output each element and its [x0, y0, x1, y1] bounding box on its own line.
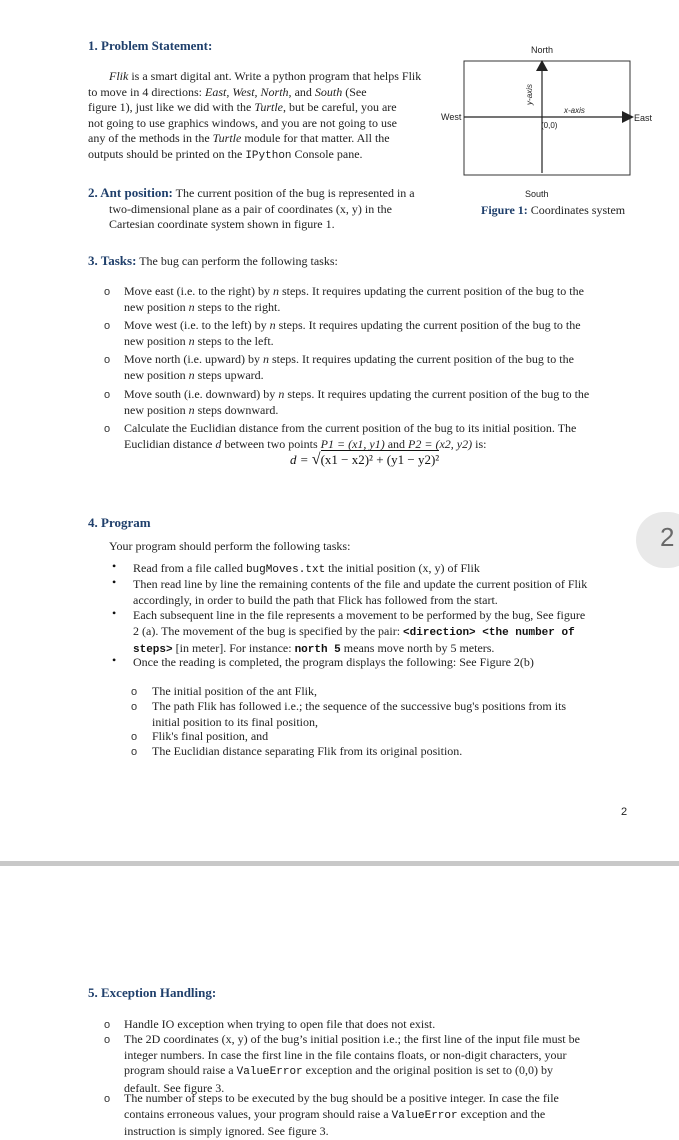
- exception-io: Handle IO exception when trying to open file that does not exist.: [124, 1017, 436, 1031]
- section-2-heading: 2. Ant position:: [88, 185, 173, 200]
- program-step-display: Once the reading is completed, the program displays the following: See Figure 2(b): [133, 655, 534, 669]
- section-4-heading: 4. Program: [88, 515, 151, 530]
- bullet-circle-icon: o: [131, 731, 138, 743]
- x-axis-label: x-axis: [564, 106, 585, 115]
- output-initial-position: The initial position of the ant Flik,: [152, 684, 317, 698]
- bullet-circle-icon: o: [131, 746, 138, 758]
- task-move-east: Move east (i.e. to the right) by n steps. It requires updating the current position of the bug to the new position n steps to the right.: [124, 284, 584, 314]
- euclidean-formula: d = √(x1 − x2)² + (y1 − y2)²: [290, 451, 440, 468]
- y-axis-label: y-axis: [524, 84, 534, 105]
- bullet-circle-icon: o: [104, 320, 111, 332]
- coordinates-diagram: [438, 40, 658, 230]
- bullet-circle-icon: o: [104, 1034, 111, 1046]
- program-step-read-lines: Then read line by line the remaining contents of the file and update the current position of Flik accordingly, in order to build the path that Flick has followed from the start.: [133, 577, 588, 607]
- bullet-circle-icon: o: [104, 1019, 111, 1031]
- plane-frame: [464, 61, 630, 175]
- west-label: West: [441, 112, 462, 122]
- bullet-circle-icon: o: [131, 686, 138, 698]
- bullet-circle-icon: o: [104, 389, 111, 401]
- figure-1-caption: Figure 1: Coordinates system: [481, 203, 626, 217]
- north-arrow-icon: [536, 60, 548, 71]
- sqrt-icon: √: [311, 451, 321, 468]
- north-label: North: [531, 45, 554, 55]
- section-1-paragraph: Flik is a smart digital ant. Write a python program that helps Flik to move in 4 directions: East, West, North, and South (See figure 1), just like we did with the Turtle, but be careful, you are not going to use graphics windows, and you are not going to use any of the methods in the Turtle module for that matter. All the outputs should be printed on the IPython Console pane.: [88, 69, 422, 162]
- section-5-heading: 5. Exception Handling:: [88, 985, 217, 1000]
- south-label: South: [525, 189, 549, 199]
- origin-label: (0,0): [541, 121, 558, 130]
- exception-initial-coordinates: The 2D coordinates (x, y) of the bug’s initial position i.e.; the first line of the input file must be integer numbers. In case the first line in the file contains floats, or non-digit characters, your program should raise a ValueError exception and the original position is set to (0,0) by default. See figure 3.: [124, 1032, 580, 1095]
- bullet-circle-icon: o: [104, 354, 111, 366]
- task-move-south: Move south (i.e. downward) by n steps. It requires updating the current position of the bug to the new position n steps downward.: [124, 387, 590, 417]
- section-2-paragraph: 2. Ant position: The current position of the bug is represented in a two-dimensional plane as a pair of coordinates (x, y) in the Cartesian coordinate system shown in figure 1.: [88, 185, 415, 231]
- east-arrow-icon: [622, 111, 634, 123]
- section-3-title: 3. Tasks: The bug can perform the following tasks:: [88, 253, 338, 268]
- east-label: East: [634, 113, 653, 123]
- exception-steps: The number of steps to be executed by the bug should be a positive integer. In case the file contains erroneous values, your program should raise a ValueError exception and the instruction is simply ignored. See figure 3.: [124, 1091, 559, 1138]
- output-path: The path Flik has followed i.e.; the sequence of the successive bug's positions from its initial position to its final position,: [152, 699, 567, 729]
- bullet-dot-icon: •: [112, 559, 117, 573]
- bullet-circle-icon: o: [104, 1093, 111, 1105]
- program-step-movement-format: Each subsequent line in the file represents a movement to be performed by the bug, See figure 2 (a). The movement of the bug is specified by the pair: <direction> <the number of steps> [in meter]. For instance: north 5 means move north by 5 meters.: [133, 608, 586, 656]
- output-final-position: Flik's final position, and: [152, 729, 269, 743]
- task-move-west: Move west (i.e. to the left) by n steps. It requires updating the current position of the bug to the new position n steps to the left.: [124, 318, 581, 348]
- page-indicator-number: 2: [660, 522, 675, 552]
- section-4-intro: Your program should perform the following tasks:: [109, 539, 351, 553]
- bullet-dot-icon: •: [112, 606, 117, 620]
- page-number: 2: [621, 806, 628, 818]
- bullet-circle-icon: o: [131, 701, 138, 713]
- output-euclidean-distance: The Euclidian distance separating Flik from its original position.: [152, 744, 463, 758]
- bullet-circle-icon: o: [104, 423, 111, 435]
- task-euclidean-distance: Calculate the Euclidian distance from the current position of the bug to its initial position. The Euclidian distance d between two points P1 = (x1, y1) and P2 = (x2, y2) is:: [124, 421, 577, 451]
- bullet-dot-icon: •: [112, 575, 117, 589]
- bullet-dot-icon: •: [112, 653, 117, 667]
- section-1-heading: 1. Problem Statement:: [88, 38, 213, 53]
- task-move-north: Move north (i.e. upward) by n steps. It requires updating the current position of the bug to the new position n steps upward.: [124, 352, 574, 382]
- figure-1-coordinates: [438, 40, 658, 230]
- bullet-circle-icon: o: [104, 286, 111, 298]
- page-divider: [0, 861, 679, 866]
- program-step-read-file: Read from a file called bugMoves.txt the initial position (x, y) of Flik: [133, 561, 480, 576]
